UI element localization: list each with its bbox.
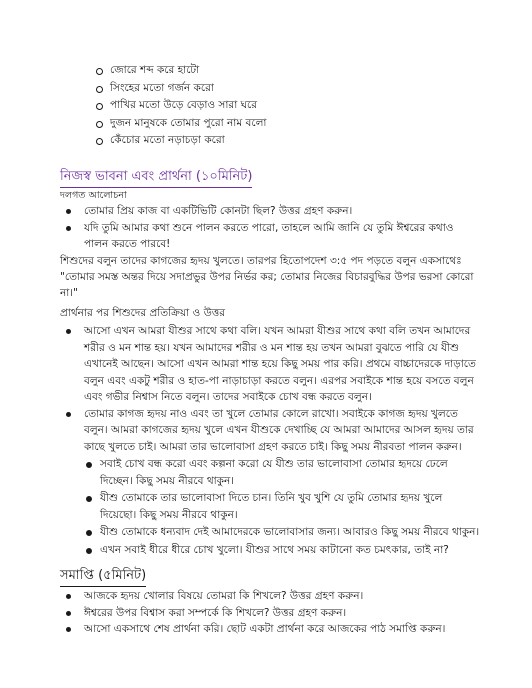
conclusion-block xyxy=(60,588,480,638)
list-item: আজকে হৃদয় খোলার বিষয়ে তোমরা কি শিখলে? উত্তর গ্রহণ করুন। xyxy=(60,588,480,605)
list-item: জোরে শব্দ করে হাটো xyxy=(96,62,266,80)
sub-list-item: যীশু তোমাকে ধন্যবাদ দেই আমাদেরকে ভালোবাসার জন্য। আবারও কিছু সময় নীরবে থাকুন। xyxy=(84,524,480,541)
activity-list xyxy=(96,62,266,150)
list-item: আসো এখন আমরা যীশুর সাথে কথা বলি। যখন আমরা যীশুর সাথে কথা বলি তখন আমাদের শরীর ও মন শান্ত হয়। যখন আমাদের শরীর ও মন শান্ত হয় তখন আমরা বুঝতে পারি যে যীশু এখানেই আছেন। আসো এখন আমরা শান্ত হয়ে কিছু সময় পার করি। প্রথমে বাচ্চাদেরকে দাড়াতে বলুন এবং একটু শরীর ও হাত-পা নাড়াচাড়া করতে বলুন। এরপর সবাইকে শান্ত হয়ে বসতে বলুন এবং গভীর নিশ্বাস নিতে বলুন। তাদের সবাইকে চোখ বন্ধ করতে বলুন। xyxy=(60,323,480,406)
list-item: পাখির মতো উড়ে বেড়াও সারা ঘরে xyxy=(96,97,266,115)
section-heading-conclusion: সমাপ্তি (৫মিনিট) xyxy=(60,567,146,587)
list-item: যদি তুমি আমার কথা শুনে পালন করতে পারো, তাহলে আমি জানি যে তুমি ঈশ্বরের কথাও পালন করতে পারবে! xyxy=(60,220,480,253)
list-item: ঈশ্বরের উপর বিশ্বাস করা সম্পর্কে কি শিখলে? উত্তর গ্রহণ করুন। xyxy=(60,605,480,622)
list-item: দুজন মানুষকে তোমার পুরো নাম বলো xyxy=(96,115,266,133)
reflection-questions xyxy=(60,203,480,253)
instruction-text: শিশুদের বলুন তাদের কাগজের হৃদয় খুলতে। তারপর হিতোপদেশ ৩:৫ পদ পড়তে বলুন একসাথেঃ xyxy=(60,254,462,267)
list-item: তোমার প্রিয় কাজ বা একটিভিটি কোনটা ছিল? উত্তর গ্রহণ করুন। xyxy=(60,203,480,220)
list-item-text: তোমার কাগজ হৃদয় নাও এবং তা খুলে তোমার কোলে রাখো। সবাইকে কাগজ হৃদয় খুলতে বলুন। আমরা কাগজের হৃদয় খুলে এখন যীশুকে দেখাচ্ছি যে আমরা আমাদের আসল হৃদয় তার কাছে খুলতে চাই। আমরা তার ভালোবাসা গ্রহণ করতে চাই। কিছু সময় নীরবতা পালন করুন। xyxy=(84,407,474,453)
section-heading-reflection: নিজস্ব ভাবনা এবং প্রার্থনা (১০মিনিট) xyxy=(60,168,252,188)
list-item xyxy=(60,406,480,559)
sub-list-item: যীশু তোমাকে তার ভালোবাসা দিতে চান। তিনি খুব খুশি যে তুমি তোমার হৃদয় খুলে দিয়েছো। কিছু সময় নীরবে থাকুন। xyxy=(84,490,480,523)
list-item: আসো একসাথে শেষ প্রার্থনা করি। ছোট একটা প্রার্থনা করে আজকের পাঠ সমাপ্তি করুন। xyxy=(60,621,480,638)
sub-list-item: এখন সবাই ধীরে ধীরে চোখ খুলো। যীশুর সাথে সময় কাটানো কত চমৎকার, তাই না? xyxy=(84,542,480,559)
prayer-sub-points xyxy=(84,456,480,558)
verse-text: "তোমার সমস্ত অন্তর দিয়ে সদাপ্রভুর উপর নির্ভর কর; তোমার নিজের বিচারবুদ্ধির উপর ভরসা কোরো না।" xyxy=(60,270,474,299)
conclusion-points xyxy=(60,588,480,638)
reflection-block xyxy=(60,189,480,301)
list-item: কেঁচোর মতো নড়াচড়া করো xyxy=(96,132,266,150)
prayer-label: প্রার্থনার পর শিশুদের প্রতিক্রিয়া ও উত্তর xyxy=(60,307,226,319)
prayer-block xyxy=(60,305,480,559)
prayer-points xyxy=(60,323,480,558)
sub-list-item: সবাই চোখ বন্ধ করো এবং কল্পনা করো যে যীশু তার ভালোবাসা তোমার হৃদয়ে ঢেলে দিচ্ছেন। কিছু সময় নীরবে থাকুন। xyxy=(84,456,480,489)
group-discussion-label: দলগত আলোচনা xyxy=(60,190,127,201)
list-item: সিংহের মতো গর্জন করো xyxy=(96,80,266,98)
